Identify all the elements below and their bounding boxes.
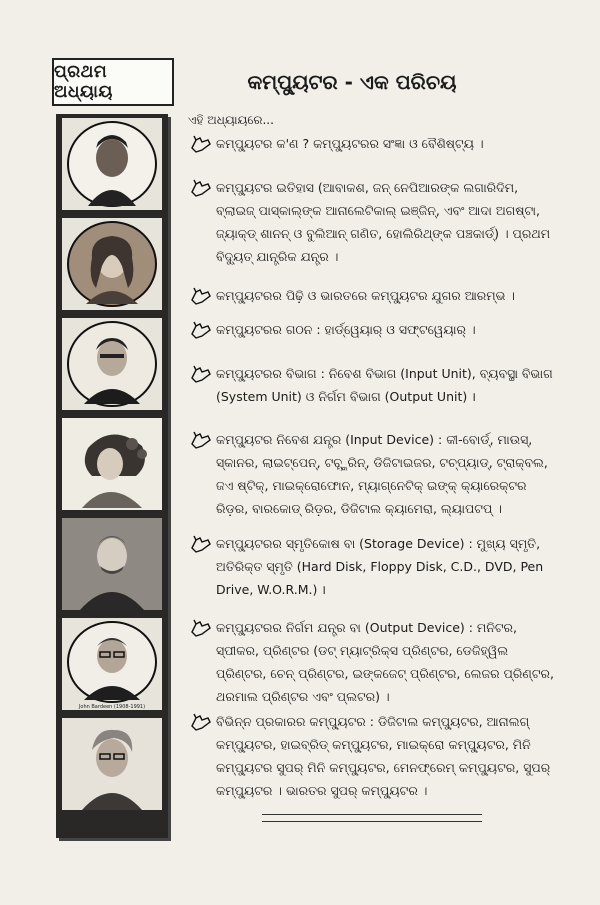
list-item-text: କମ୍ପ୍ୟୁଟର ନିବେଶ ଯନ୍ତ୍ର (Input Device) : କୀ-ବୋର୍ଡ୍, ମାଉସ୍, ସ୍କାନର, ଲାଇଟ୍ପେନ୍, ଟଚ୍ସ୍କ୍ରିନ୍, ଡିଜିଟାଇଜର, ଟଚ୍ପ୍ୟାଡ୍, ଟ୍ରାକ୍ବଲ, ଜଏ ଷ୍ଟିକ୍, ମାଇକ୍ରୋଫୋନ, ମ୍ୟାଗ୍ନେଟିକ୍ ଇଙ୍କ୍ କ୍ୟାରେକ୍ଟର ରିଡ଼ର, ବାରକୋଡ୍ ରିଡ଼ର, ଡିଜିଟାଲ କ୍ୟାମେରା, ଲ୍ୟାପଟପ୍ । (216, 432, 548, 516)
list-item (190, 132, 556, 155)
chapter-sidebar (52, 58, 174, 838)
list-item (190, 428, 556, 520)
pointing-hand-icon (190, 286, 212, 306)
pointing-hand-icon (190, 618, 212, 638)
portrait-7 (62, 718, 162, 810)
list-item (190, 318, 556, 341)
list-item (190, 532, 556, 601)
portrait-caption: John Bardeen (1908-1991) (78, 704, 146, 710)
page-title: କମ୍ପ୍ୟୁଟର - ଏକ ପରିଚୟ (247, 70, 457, 94)
list-item (190, 176, 556, 268)
chapter-label: ପ୍ରଥମ ଅଧ୍ୟାୟ (52, 58, 174, 106)
portrait-2 (62, 218, 162, 310)
list-item (190, 616, 556, 708)
list-item-text: କମ୍ପ୍ୟୁଟରର ଗଠନ : ହାର୍ଡ୍ୱେୟାର୍ ଓ ସଫ୍ଟୱେୟାର୍ । (216, 322, 476, 337)
list-item (190, 710, 556, 802)
portrait-6 (62, 618, 162, 710)
pointing-hand-icon (190, 134, 212, 154)
section-divider (262, 814, 482, 822)
list-item-text: କମ୍ପ୍ୟୁଟରର ନିର୍ଗମ ଯନ୍ତ୍ର ବା (Output Device) : ମନିଟର, ସ୍ପୀକର, ପ୍ରିଣ୍ଟର (ଡଟ୍ ମ୍ୟାଟ୍ରିକ୍ସ ପ୍ରିଣ୍ଟର, ଡେଜିହ୍ୱିଲ ପ୍ରିଣ୍ଟର, ଚେନ୍ ପ୍ରିଣ୍ଟର, ଇଙ୍କଜେଟ୍ ପ୍ରିଣ୍ଟର, ଲେଜର ପ୍ରିଣ୍ଟର, ଥରମାଲ ପ୍ରିଣ୍ଟର ଏବଂ ପ୍ଲଟର) । (216, 620, 554, 704)
list-item-text: କମ୍ପ୍ୟୁଟରର ବିଭାଗ : ନିବେଶ ବିଭାଗ (Input Unit), ବ୍ୟବସ୍ଥା ବିଭାଗ (System Unit) ଓ ନିର୍ଗମ ବିଭାଗ (Output Unit) । (216, 366, 553, 404)
pointing-hand-icon (190, 320, 212, 340)
portrait-5 (62, 518, 162, 610)
list-item-text: ବିଭିନ୍ନ ପ୍ରକାରର କମ୍ପ୍ୟୁଟର : ଡିଜିଟାଲ କମ୍ପ୍ୟୁଟର, ଆନାଲଗ୍ କମ୍ପ୍ୟୁଟର, ହାଇବ୍ରିଡ୍ କମ୍ପ୍ୟୁଟର, ମାଇକ୍ରୋ କମ୍ପ୍ୟୁଟର, ମିନି କମ୍ପ୍ୟୁଟର ସୁପର୍ ମିନି କମ୍ପ୍ୟୁଟର, ମେନଫ୍ରେମ୍ କମ୍ପ୍ୟୁଟର, ସୁପର୍ କମ୍ପ୍ୟୁଟର । ଭାରତର ସୁପର୍ କମ୍ପ୍ୟୁଟର । (216, 714, 551, 798)
portrait-1 (62, 118, 162, 210)
list-item (190, 284, 556, 307)
portrait-strip (56, 114, 168, 838)
pointing-hand-icon (190, 712, 212, 732)
list-item-text: କମ୍ପ୍ୟୁଟରର ପିଢ଼ି ଓ ଭାରତରେ କମ୍ପ୍ୟୁଟର ଯୁଗର ଆରମ୍ଭ । (216, 288, 516, 303)
list-item (190, 362, 556, 408)
list-item-text: କମ୍ପ୍ୟୁଟର ଇତିହାସ (ଆବାକଶ, ଜନ୍ ନେପିଆରଙ୍କ ଲଗାରିଦିମ, ବ୍ଲାଇଜ୍ ପାସ୍କାଲ୍ଙ୍କ ଆନାଲେଟିକାଲ୍ ଇଞ୍ଜିନ୍, ଏବଂ ଆଦା ଅଗଷ୍ଟା, ଜ୍ୟାକ୍ଡ୍ ଶାନନ୍ ଓ ବୁଲିଆନ୍ ଗଣିତ, ହୋଲିରିଥ୍ଙ୍କ ପଞ୍ଚକାର୍ଡ୍) । ପ୍ରଥମ ବିଦ୍ୟୁତ୍ ଯାନ୍ତ୍ରିକ ଯନ୍ତ୍ର । (216, 180, 551, 264)
list-item-text: କମ୍ପ୍ୟୁଟର କ'ଣ ? କମ୍ପ୍ୟୁଟରର ସଂଜ୍ଞା ଓ ବୈଶିଷ୍ଟ୍ୟ । (216, 136, 484, 151)
pointing-hand-icon (190, 430, 212, 450)
portrait-4 (62, 418, 162, 510)
pointing-hand-icon (190, 534, 212, 554)
intro-text: ଏହି ଅଧ୍ୟାୟରେ... (188, 113, 274, 127)
pointing-hand-icon (190, 178, 212, 198)
portrait-3 (62, 318, 162, 410)
list-item-text: କମ୍ପ୍ୟୁଟରର ସ୍ମୃତିକୋଷ ବା (Storage Device) : ମୁଖ୍ୟ ସ୍ମୃତି, ଅତିରିକ୍ତ ସ୍ମୃତି (Hard Disk, Floppy Disk, C.D., DVD, Pen Drive, W.O.R.M.) । (216, 536, 544, 597)
pointing-hand-icon (190, 364, 212, 384)
